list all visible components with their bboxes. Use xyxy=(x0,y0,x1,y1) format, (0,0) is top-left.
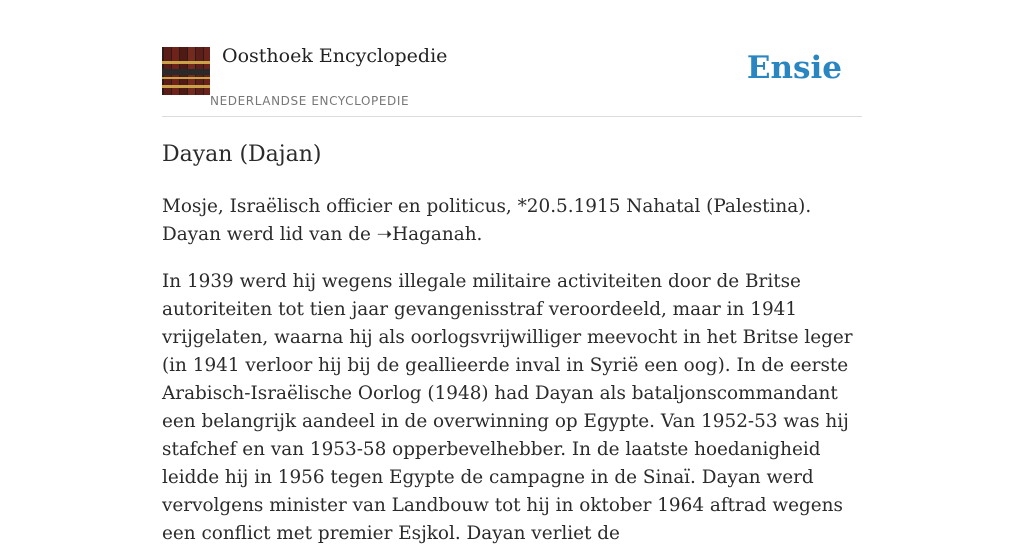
paragraph-1-end: . xyxy=(476,224,483,245)
encyclopedia-books-icon[interactable] xyxy=(162,47,210,95)
source-header xyxy=(162,0,862,117)
article-title: Dayan (Dajan) xyxy=(162,142,322,167)
haganah-link[interactable]: Haganah xyxy=(392,224,477,245)
ensie-logo[interactable]: Ensie xyxy=(746,50,842,86)
article-paragraph-2: In 1939 werd hij wegens illegale militaire activiteiten door de Britse autoriteiten tot tien jaar gevangenisstraf veroordeeld, maar in 1941 vrijgelaten, waarna hij als oorlogsvrijwilliger meevocht in het Britse leger (in 1941 verloor hij bij de geallieerde inval in Syrië een oog). In de eerste Arabisch-Israëlische Oorlog (1948) had Dayan als bataljonscommandant een belangrijk aandeel in de overwinning op Egypte. Van 1952-53 was hij stafchef en van 1953-58 opperbevelhebber. In de laatste hoedanigheid leidde hij in 1956 tegen Egypte de campagne in de Sinaï. Dayan werd vervolgens minister van Landbouw tot hij in oktober 1964 aftrad wegens een conflict met premier Esjkol. Dayan verliet de xyxy=(162,271,853,544)
article xyxy=(162,138,862,548)
source-title[interactable]: Oosthoek Encyclopedie xyxy=(222,45,448,67)
source-subtitle: NEDERLANDSE ENCYCLOPEDIE xyxy=(210,94,410,108)
paragraph-1-text: Mosje, Israëlisch officier en politicus, *20.5.1915 Nahatal (Palestina). Dayan werd lid van de xyxy=(162,196,812,245)
cross-reference-arrow-icon: ➝ xyxy=(376,224,393,245)
article-paragraph-1 xyxy=(162,193,862,249)
